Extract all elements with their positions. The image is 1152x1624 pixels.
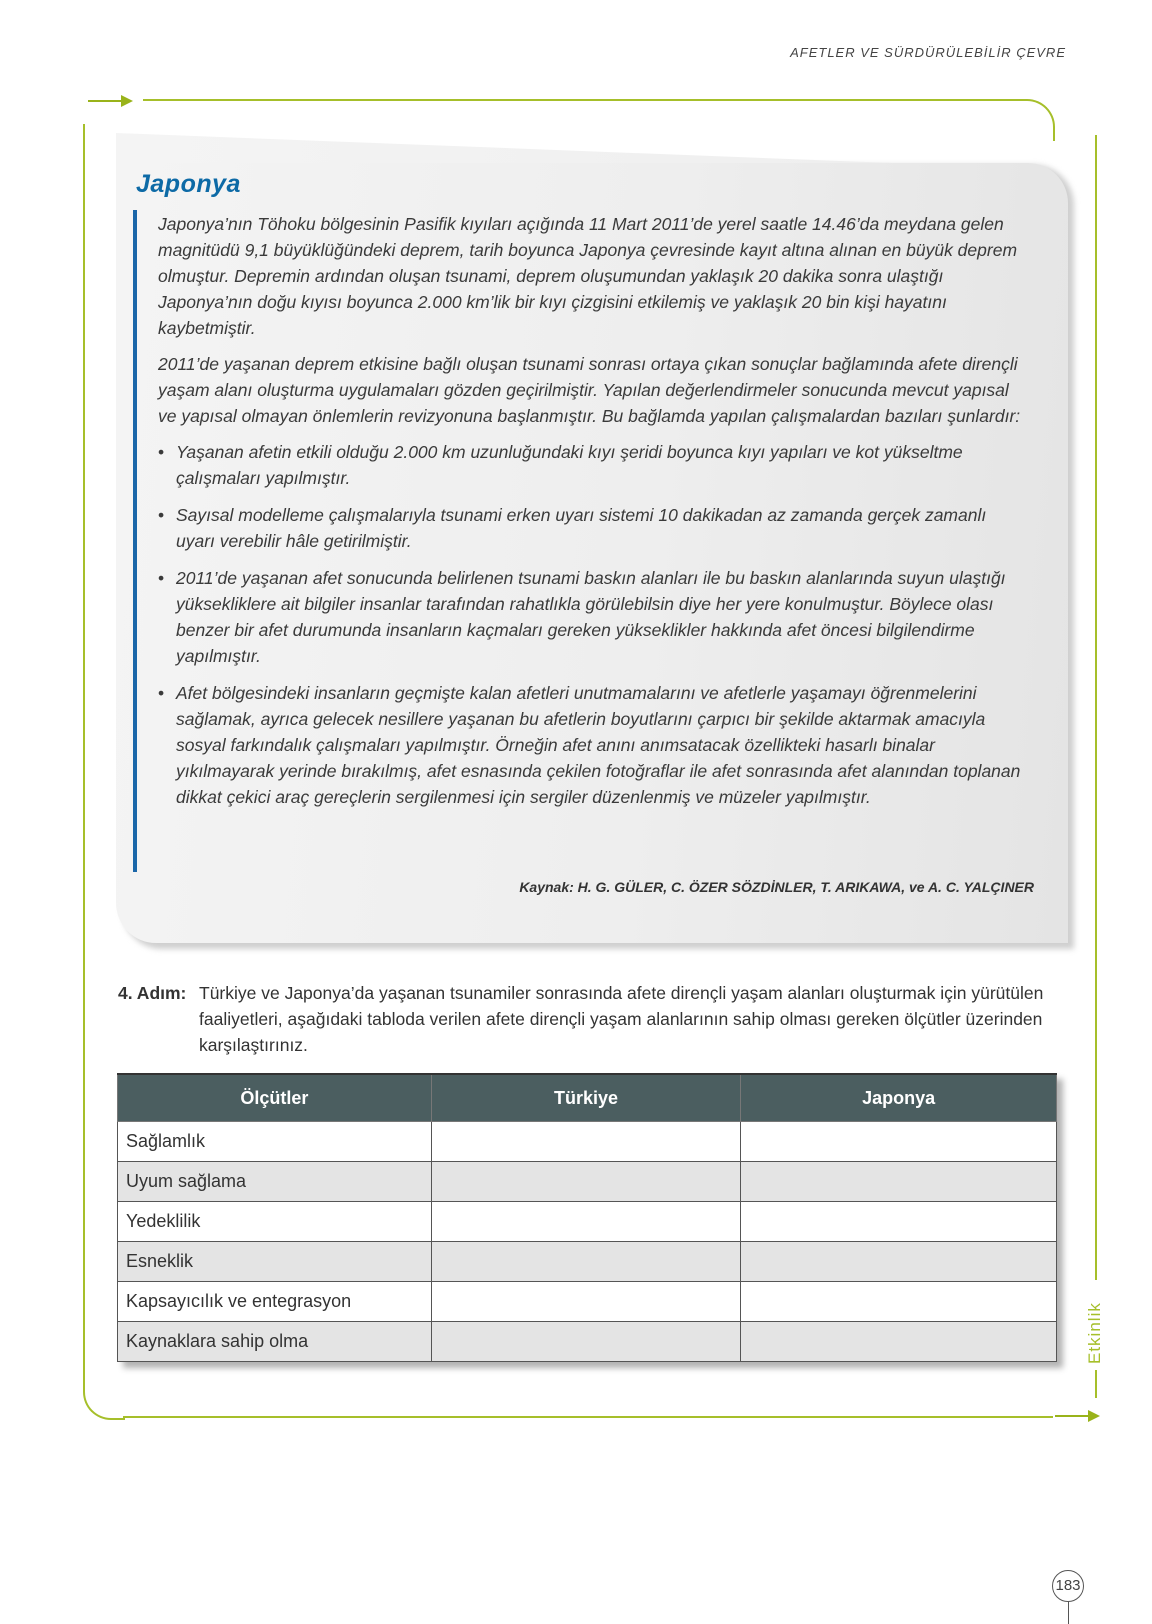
page-number: 183 xyxy=(1052,1570,1084,1602)
criteria-cell: Esneklik xyxy=(118,1242,432,1282)
comparison-table xyxy=(117,1073,1057,1362)
japan-cell[interactable] xyxy=(741,1202,1057,1242)
step-instruction xyxy=(118,980,1058,1058)
frame-border-bottom xyxy=(123,1416,1053,1418)
running-head-title: AFETLER VE SÜRDÜRÜLEBİLİR ÇEVRE xyxy=(790,45,1066,60)
card-paragraph: 2011’de yaşanan deprem etkisine bağlı oluşan tsunami sonrası ortaya çıkan sonuçlar bağlamında afete dirençli yaşam alanı oluşturma uygulamaları gözden geçirilmiştir. Yapılan değerlendirmeler sonucunda mevcut yapısal ve yapısal olmayan önlemlerin revizyonuna başlanmıştır. Bu bağlamda yapılan çalışmalardan bazıları şunlardır: xyxy=(158,354,1021,426)
criteria-cell: Kaynaklara sahip olma xyxy=(118,1322,432,1362)
step-label: 4. Adım: xyxy=(118,983,187,1003)
bullet-item: • Yaşanan afetin etkili olduğu 2.000 km uzunluğundaki kıyı şeridi boyunca kıyı yapıları ve kot yükseltme çalışmaları yapılmıştır. xyxy=(158,439,1028,491)
card-bullet-list xyxy=(158,439,1028,810)
bullet-item: • Afet bölgesindeki insanların geçmişte kalan afetleri unutmamalarını ve afetlerle yaşamayı öğrenmelerini sağlamak, ayrıca gelecek nesillere yaşanan bu afetlerin boyutlarını çarpıcı bir şekilde aktarmak amacıyla sosyal farkındalık çalışmaları yapılmıştır. Örneğin afet anını anımsatacak özellikteki hasarlı binalar yıkılmayarak yerinde bırakılmış, afet esnasında çekilen fotoğraflar ile afet sonrasında afet alanından toplanan dikkat çekici araç gereçlerin sergilenmesi için sergiler düzenlenmiş ve müzeler yapılmıştır. xyxy=(158,680,1028,810)
criteria-cell: Sağlamlık xyxy=(118,1122,432,1162)
step-text: Türkiye ve Japonya’da yaşanan tsunamiler sonrasında afete dirençli yaşam alanları oluşturmak için yürütülen faaliyetleri, aşağıdaki tabloda verilen afete dirençli yaşam alanlarının sahip olması gereken ölçütler üzerinden karşılaştırınız. xyxy=(199,983,1044,1055)
criteria-cell: Yedeklilik xyxy=(118,1202,432,1242)
header-criteria: Ölçütler xyxy=(118,1074,432,1122)
japan-cell[interactable] xyxy=(741,1162,1057,1202)
turkey-cell[interactable] xyxy=(431,1122,741,1162)
header-japan: Japonya xyxy=(741,1074,1057,1122)
frame-border-right xyxy=(1095,135,1097,1290)
japan-cell[interactable] xyxy=(741,1242,1057,1282)
turkey-cell[interactable] xyxy=(431,1322,741,1362)
turkey-cell[interactable] xyxy=(431,1242,741,1282)
bullet-item: • Sayısal modelleme çalışmalarıyla tsunami erken uyarı sistemi 10 dakikadan az zamanda gerçek zamanlı uyarı verebilir hâle getirilmiştir. xyxy=(158,502,1028,554)
header-turkey: Türkiye xyxy=(431,1074,741,1122)
criteria-cell: Uyum sağlama xyxy=(118,1162,432,1202)
turkey-cell[interactable] xyxy=(431,1162,741,1202)
japan-cell[interactable] xyxy=(741,1122,1057,1162)
table-row xyxy=(118,1162,1057,1202)
quote-bar xyxy=(133,210,137,872)
source-citation: Kaynak: H. G. GÜLER, C. ÖZER SÖZDİNLER, T. ARIKAWA, ve A. C. YALÇINER xyxy=(519,879,1034,895)
japan-cell[interactable] xyxy=(741,1322,1057,1362)
card-title: Japonya xyxy=(136,170,241,198)
bullet-item: • 2011’de yaşanan afet sonucunda belirlenen tsunami baskın alanları ile bu baskın alanlarında suyun ulaştığı yüksekliklere ait bilgiler insanlar tarafından rahatlıkla görülebilsin diye her yere konulmuştur. Böylece olası benzer bir afet durumunda insanların kaçmaları gereken yükseklikler hakkında afet öncesi bilgilendirme yapılmıştır. xyxy=(158,565,1028,669)
table-row xyxy=(118,1322,1057,1362)
table-row xyxy=(118,1122,1057,1162)
arrow-right-icon xyxy=(1055,1415,1090,1417)
criteria-cell: Kapsayıcılık ve entegrasyon xyxy=(118,1282,432,1322)
table-row xyxy=(118,1282,1057,1322)
turkey-cell[interactable] xyxy=(431,1202,741,1242)
page-number-stem xyxy=(1068,1601,1069,1624)
card-text xyxy=(158,211,1028,821)
frame-border-right-lower xyxy=(1095,1370,1097,1398)
turkey-cell[interactable] xyxy=(431,1282,741,1322)
activity-side-label: Etkinlik xyxy=(1080,1280,1110,1368)
table-row xyxy=(118,1202,1057,1242)
arrow-right-icon xyxy=(88,100,123,102)
table-header-row xyxy=(118,1074,1057,1122)
table-row xyxy=(118,1242,1057,1282)
card-paragraph: Japonya’nın Töhoku bölgesinin Pasifik kıyıları açığında 11 Mart 2011’de yerel saatle 14.46’da meydana gelen magnitüdü 9,1 büyüklüğündeki deprem, tarih boyunca Japonya çevresinde kayıt altına alınan en büyük deprem olmuştur. Depremin ardından oluşan tsunami, deprem oluşumundan yaklaşık 20 dakika sonra ulaştığı Japonya’nın doğu kıyısı boyunca 2.000 km’lik bir kıyı çizgisini etkilemiş ve yaklaşık 20 bin kişi hayatını kaybetmiştir. xyxy=(158,214,1018,338)
japan-cell[interactable] xyxy=(741,1282,1057,1322)
frame-border-top xyxy=(143,99,1055,141)
